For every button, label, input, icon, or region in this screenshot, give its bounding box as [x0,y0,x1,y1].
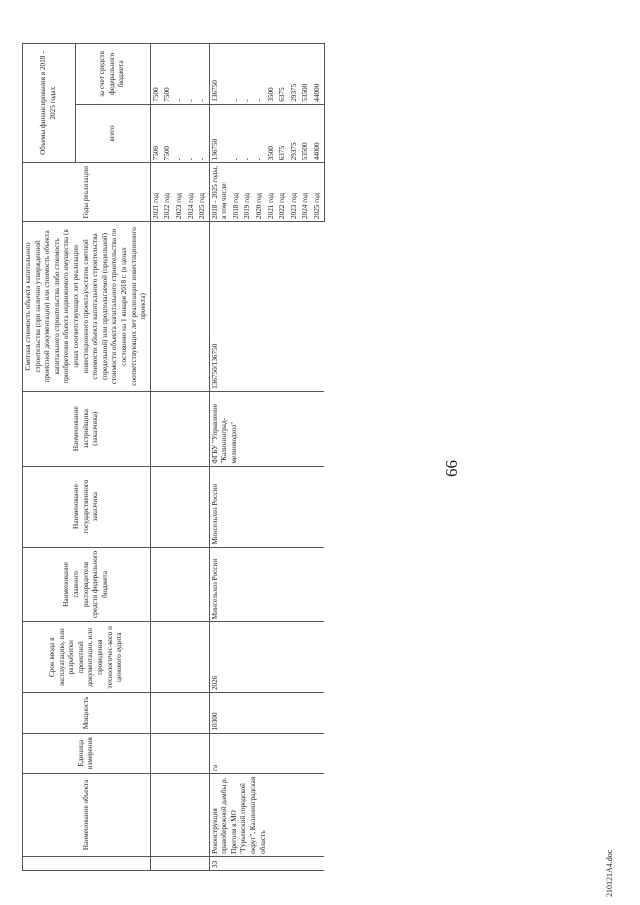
header-grbs: Наименование главного распорядителя средств федерального бюджета [23,547,151,622]
empty-cell [186,466,198,547]
year-cell: 2021 год [266,163,278,222]
empty-cell [186,547,198,622]
total-cell: 136750 [209,104,231,163]
year-cell: 2021 год [150,163,162,222]
total-cell: - [231,104,243,163]
header-unit: Единица измерения [23,733,151,773]
object-unit: га [209,733,324,773]
year-cell: 2022 год [277,163,289,222]
object-capacity: 10300 [209,693,324,733]
object-deadline: 2026 [209,622,324,693]
federal-cell: 3500 [266,44,278,105]
total-cell: - [174,104,186,163]
empty-cell [174,622,186,693]
federal-cell: 7500 [162,44,174,105]
empty-cell [174,391,186,466]
total-cell: 53500 [300,104,312,163]
total-cell: - [254,104,266,163]
empty-cell [162,221,174,391]
header-federal: за счет средств федерального бюджета [75,44,150,105]
empty-cell [150,733,162,773]
year-cell: 2025 год [197,163,209,222]
empty-cell [174,693,186,733]
empty-cell [162,391,174,466]
empty-cell [197,622,209,693]
empty-cell [174,547,186,622]
empty-cell [197,466,209,547]
empty-cell [197,693,209,733]
total-cell: 7500 [162,104,174,163]
object-customer: Минсельхоз России [209,466,324,547]
federal-cell: - [186,44,198,105]
empty-cell [197,856,209,870]
federal-cell: - [242,44,254,105]
empty-cell [186,773,198,856]
object-developer: ФГБУ "Управление "Калининград-мелиоводхоз" [209,391,324,466]
object-name: Реконструкция правобережной дамбы р. Преголя в МО "Гурьевский городской округ", Калининградская область [209,773,324,856]
object-grbs: Минсельхоз России [209,547,324,622]
federal-cell: 53500 [300,44,312,105]
header-name: Наименование объекта [23,773,151,856]
empty-cell [174,856,186,870]
total-cell: - [197,104,209,163]
empty-cell [197,547,209,622]
year-cell: 2023 год [289,163,301,222]
object-cost: 136750/136750 [209,221,324,391]
total-cell: - [242,104,254,163]
header-customer: Наименование государственного заказчика [23,466,151,547]
header-financing: Объемы финансирования в 2018 - 2025 годах [23,44,76,163]
empty-cell [150,622,162,693]
empty-cell [150,221,162,391]
header-total: всего [75,104,150,163]
year-cell: 2019 год [242,163,254,222]
table-row [162,44,174,871]
empty-cell [197,221,209,391]
federal-cell: - [254,44,266,105]
object-num: 33 [209,856,324,870]
empty-cell [162,547,174,622]
empty-cell [162,733,174,773]
federal-cell: 44000 [312,44,324,105]
table-row [197,44,209,871]
year-cell: 2018 - 2025 годы, в том числе: [209,163,231,222]
empty-cell [150,391,162,466]
empty-cell [162,693,174,733]
federal-cell: - [174,44,186,105]
empty-cell [186,693,198,733]
investment-table [22,43,325,871]
total-cell: 7500 [150,104,162,163]
federal-cell: 7500 [150,44,162,105]
empty-cell [150,693,162,733]
year-cell: 2024 год [186,163,198,222]
header-num [23,856,151,870]
federal-cell: 29375 [289,44,301,105]
empty-cell [174,221,186,391]
empty-cell [197,773,209,856]
empty-cell [174,773,186,856]
empty-cell [186,221,198,391]
table-row [150,44,162,871]
federal-cell: 136750 [209,44,231,105]
total-cell: 3500 [266,104,278,163]
empty-cell [186,856,198,870]
empty-cell [186,733,198,773]
federal-cell: - [197,44,209,105]
empty-cell [162,622,174,693]
header-developer: Наименование застройщика (заказчика) [23,391,151,466]
table-row [209,44,231,871]
header-years: Годы реализации [23,163,151,222]
footer-file: 210121A4.doc [605,849,614,897]
empty-cell [150,773,162,856]
empty-cell [197,391,209,466]
header-row [23,44,76,871]
empty-cell [150,547,162,622]
table-row [174,44,186,871]
total-cell: 29375 [289,104,301,163]
total-cell: - [186,104,198,163]
header-cost: Сметная стоимость объекта капитального строительства (при наличии утвержденной проектной документации) или стоимость объекта капитального строительства либо стоимость приобретения объекта недвижимого имущества (в ценах соответствующих лет реализации инвестиционного проекта)/остаток сметной стоимости объекта капитального строительства (предельной) или предполагаемой (предельной) стоимости объекта капитального строительства по состоянию на 1 января 2018 г. (в ценах соответствующих лет реализации инвестиционного проекта) [23,221,151,391]
table-body [150,44,324,871]
empty-cell [174,733,186,773]
federal-cell: 6375 [277,44,289,105]
empty-cell [174,466,186,547]
empty-cell [150,856,162,870]
empty-cell [197,733,209,773]
empty-cell [186,622,198,693]
total-cell: 44000 [312,104,324,163]
empty-cell [162,773,174,856]
empty-cell [150,466,162,547]
header-deadline: Срок ввода в эксплуатацию, или разработки проектной документации, или проведения технологичес-кого и ценового аудита [23,622,151,693]
page-number: 66 [442,460,461,477]
total-cell: 6375 [277,104,289,163]
empty-cell [162,856,174,870]
year-cell: 2018 год [231,163,243,222]
year-cell: 2023 год [174,163,186,222]
year-cell: 2020 год [254,163,266,222]
header-capacity: Мощность [23,693,151,733]
year-cell: 2022 год [162,163,174,222]
empty-cell [186,391,198,466]
table-row [186,44,198,871]
empty-cell [162,466,174,547]
year-cell: 2024 год [300,163,312,222]
year-cell: 2025 год [312,163,324,222]
federal-cell: - [231,44,243,105]
